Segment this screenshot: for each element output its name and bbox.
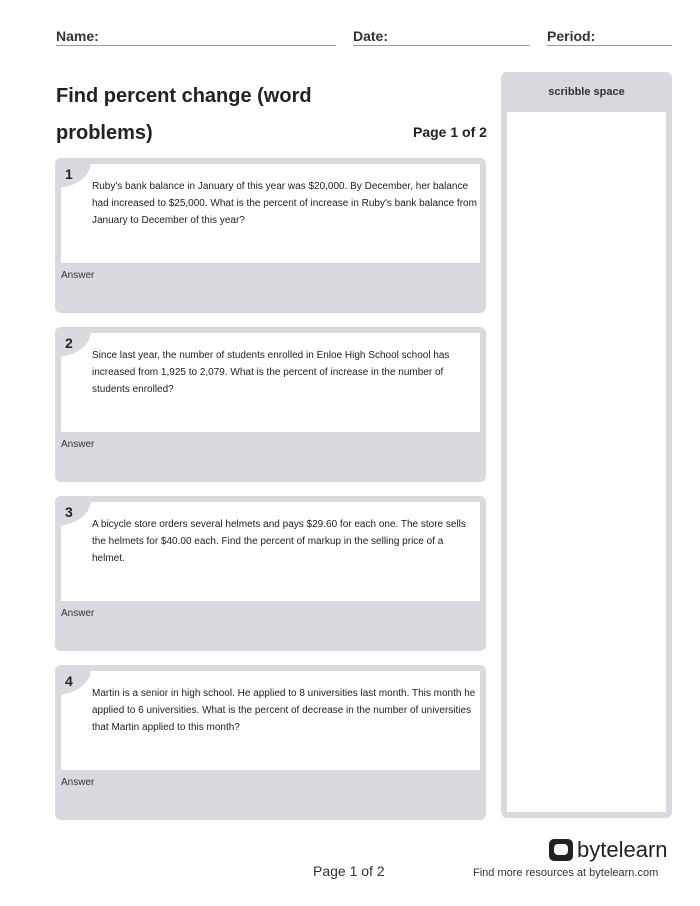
scribble-panel bbox=[501, 72, 672, 818]
answer-label[interactable]: Answer bbox=[61, 608, 95, 619]
resources-link[interactable]: Find more resources at bytelearn.com bbox=[473, 867, 659, 879]
worksheet-title: Find percent change (word problems) bbox=[56, 85, 312, 144]
problem-number: 4 bbox=[65, 673, 73, 689]
problem-text: Ruby's bank balance in January of this year was $20,000. By December, her balance had increased to $25,000. What is the percent of increase in Ruby's bank balance from January to December of this year? bbox=[92, 181, 477, 226]
answer-label[interactable]: Answer bbox=[61, 270, 95, 281]
answer-label[interactable]: Answer bbox=[61, 777, 95, 788]
bytelearn-logo bbox=[549, 837, 668, 863]
name-field[interactable]: Name: bbox=[56, 28, 336, 46]
footer-page: Page 1 of 2 bbox=[313, 863, 385, 879]
period-field[interactable]: Period: bbox=[547, 28, 672, 46]
problem-text: Since last year, the number of students enrolled in Enloe High School school has increased from 1,925 to 2,079. What is the percent of increase in the number of students enrolled? bbox=[92, 350, 450, 395]
problem-text: Martin is a senior in high school. He applied to 8 universities last month. This month he applied to 6 universities. What is the percent of decrease in the number of universities that Martin applied to this month? bbox=[92, 688, 476, 733]
bytelearn-icon bbox=[549, 839, 573, 861]
problem-number: 3 bbox=[65, 504, 73, 520]
scribble-label: scribble space bbox=[548, 86, 625, 98]
answer-label[interactable]: Answer bbox=[61, 439, 95, 450]
problem-number: 1 bbox=[65, 166, 73, 182]
problem-card bbox=[55, 158, 486, 313]
problem-text: A bicycle store orders several helmets and pays $29.60 for each one. The store sells the helmets for $40.00 each. Find the percent of markup in the selling price of a helmet. bbox=[92, 519, 466, 564]
problem-number: 2 bbox=[65, 335, 73, 351]
problem-card bbox=[55, 327, 486, 482]
problem-card bbox=[55, 665, 486, 820]
page-indicator: Page 1 of 2 bbox=[413, 124, 487, 140]
scribble-area[interactable] bbox=[507, 112, 666, 812]
problem-card bbox=[55, 496, 486, 651]
date-field[interactable]: Date: bbox=[353, 28, 530, 46]
brand-name: bytelearn bbox=[577, 837, 668, 862]
